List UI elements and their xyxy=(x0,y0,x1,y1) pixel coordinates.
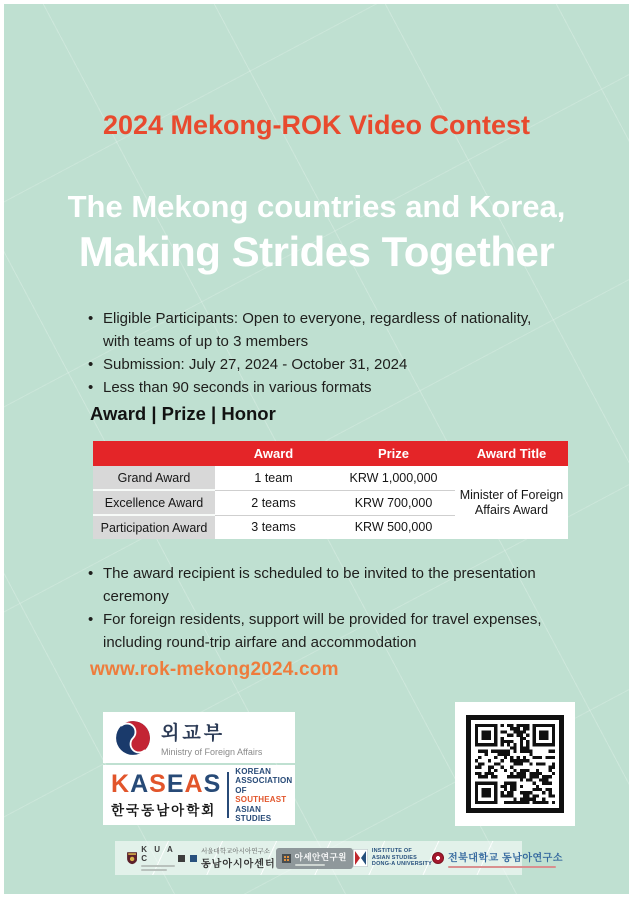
partner-kuac xyxy=(127,845,178,871)
contest-title: 2024 Mekong-ROK Video Contest xyxy=(102,110,531,140)
jeonbuk-fine-print xyxy=(448,866,556,868)
prize-cell: KRW 1,000,000 xyxy=(332,466,455,490)
bullet-line: • The award recipient is scheduled to be invited to the presentation xyxy=(103,565,536,582)
kaseas-logo xyxy=(103,765,295,825)
list-item xyxy=(88,307,593,353)
kaseas-letter: S xyxy=(149,769,167,798)
mofa-logo xyxy=(103,712,295,763)
kuac-text xyxy=(141,845,178,871)
bullet-line: with teams of up to 3 members xyxy=(103,333,309,350)
dong-a-line: INSTITUTE OF xyxy=(371,848,412,855)
award-name-cell: Participation Award xyxy=(93,515,215,539)
kuac-acronym: K U A C xyxy=(141,845,175,863)
kuac-fine-print xyxy=(141,865,175,867)
asean-text-block xyxy=(295,851,347,866)
table-header-award-title: Award Title xyxy=(455,441,568,466)
asean-institute-name: 아세안연구원 xyxy=(294,851,347,862)
prize-cell: KRW 500,000 xyxy=(332,515,455,539)
asean-institute-icon xyxy=(282,854,291,863)
kaseas-english-name xyxy=(235,767,292,824)
headline-line2: Making Strides Together xyxy=(78,228,555,275)
kaseas-acronym xyxy=(111,769,222,798)
notes-bullet-list xyxy=(88,562,603,654)
info-bullet-list xyxy=(88,307,593,399)
award-name-cell: Grand Award xyxy=(93,466,215,490)
bullet-line: including round-trip airfare and accommodation xyxy=(103,634,417,651)
award-title-line: Minister of Foreign xyxy=(459,487,564,502)
kaseas-letter: E xyxy=(166,769,185,798)
bullet-line: ceremony xyxy=(103,588,169,605)
bullet-line: • For foreign residents, support will be provided for travel expenses, xyxy=(103,611,542,628)
prize-cell: KRW 700,000 xyxy=(332,490,455,515)
website-link[interactable]: www.rok-mekong2024.com xyxy=(90,659,339,680)
list-item xyxy=(88,562,603,608)
asean-fine-print xyxy=(295,864,325,866)
kuac-fine-print xyxy=(141,869,167,871)
jeonbuk-text-block xyxy=(448,849,563,868)
dong-a-line: DONG-A UNIVERSITY xyxy=(371,861,432,868)
teams-cell: 2 teams xyxy=(215,490,332,515)
bullet-line: • Eligible Participants: Open to everyone, regardless of nationality, xyxy=(103,310,532,327)
award-name-cell: Excellence Award xyxy=(93,490,215,515)
kaseas-english-line: SOUTHEAST xyxy=(235,795,287,804)
award-section-heading: Award | Prize | Honor xyxy=(90,403,276,424)
mofa-korean-name: 외교부 xyxy=(161,723,226,744)
headline-line1: The Mekong countries and Korea, xyxy=(67,189,566,224)
taegeuk-icon xyxy=(115,720,151,756)
mofa-text xyxy=(161,718,262,757)
partner-logo-strip xyxy=(115,841,563,875)
qr-code xyxy=(455,702,575,826)
headline xyxy=(0,189,633,276)
list-item xyxy=(88,376,593,399)
kaseas-left xyxy=(111,769,222,819)
jeonbuk-emblem-icon xyxy=(432,852,444,864)
dong-a-x-icon xyxy=(353,849,368,867)
kaseas-letter: K xyxy=(111,769,131,798)
award-title-line: Affairs Award xyxy=(474,502,549,517)
table-header-prize: Prize xyxy=(332,441,455,466)
award-title-cell xyxy=(455,466,568,539)
kaseas-divider xyxy=(227,772,229,818)
partner-dong-a-university xyxy=(353,848,432,868)
bullet-line: • Less than 90 seconds in various formats xyxy=(103,379,372,396)
qr-pattern xyxy=(466,715,564,813)
kaseas-english-line: KOREAN xyxy=(235,766,272,776)
teams-cell: 3 teams xyxy=(215,515,332,539)
partner-jeonbuk-university xyxy=(432,849,563,868)
table-header-row xyxy=(93,441,568,466)
dong-a-line: ASIAN STUDIES xyxy=(371,854,417,861)
mofa-english-name: Ministry of Foreign Affairs xyxy=(161,747,263,757)
kaseas-english-line: ASSOCIATION xyxy=(235,776,293,785)
bullet-line: • Submission: July 27, 2024 - October 31, 2024 xyxy=(103,356,408,373)
table-header-award: Award xyxy=(215,441,332,466)
dong-a-text xyxy=(372,848,432,868)
snuac-icon xyxy=(178,855,185,862)
award-table xyxy=(93,441,568,539)
table-header-empty xyxy=(93,441,215,466)
jeonbuk-name: 전북대학교 동남아연구소 xyxy=(447,852,563,864)
teams-cell: 1 team xyxy=(215,466,332,490)
kaseas-korean-name: 한국동남아학회 xyxy=(111,802,217,818)
kuac-shield-icon xyxy=(127,850,137,866)
snuac-icon xyxy=(190,855,197,862)
snuac-center-line: 동남아시아센터 xyxy=(201,859,276,870)
snuac-institute-line: 서울대학교아시아연구소 xyxy=(201,848,271,855)
kaseas-english-line: ASIAN STUDIES xyxy=(235,804,272,823)
table-row xyxy=(93,466,568,490)
list-item xyxy=(88,353,593,376)
partner-snu-asia-center xyxy=(178,846,276,870)
snuac-text xyxy=(201,846,276,870)
kaseas-letter: A xyxy=(184,769,204,798)
kaseas-letter: A xyxy=(130,769,150,798)
kaseas-english-line: OF xyxy=(235,785,247,795)
partner-asean-institute xyxy=(276,848,353,869)
list-item xyxy=(88,608,603,654)
kaseas-letter: S xyxy=(203,769,222,798)
